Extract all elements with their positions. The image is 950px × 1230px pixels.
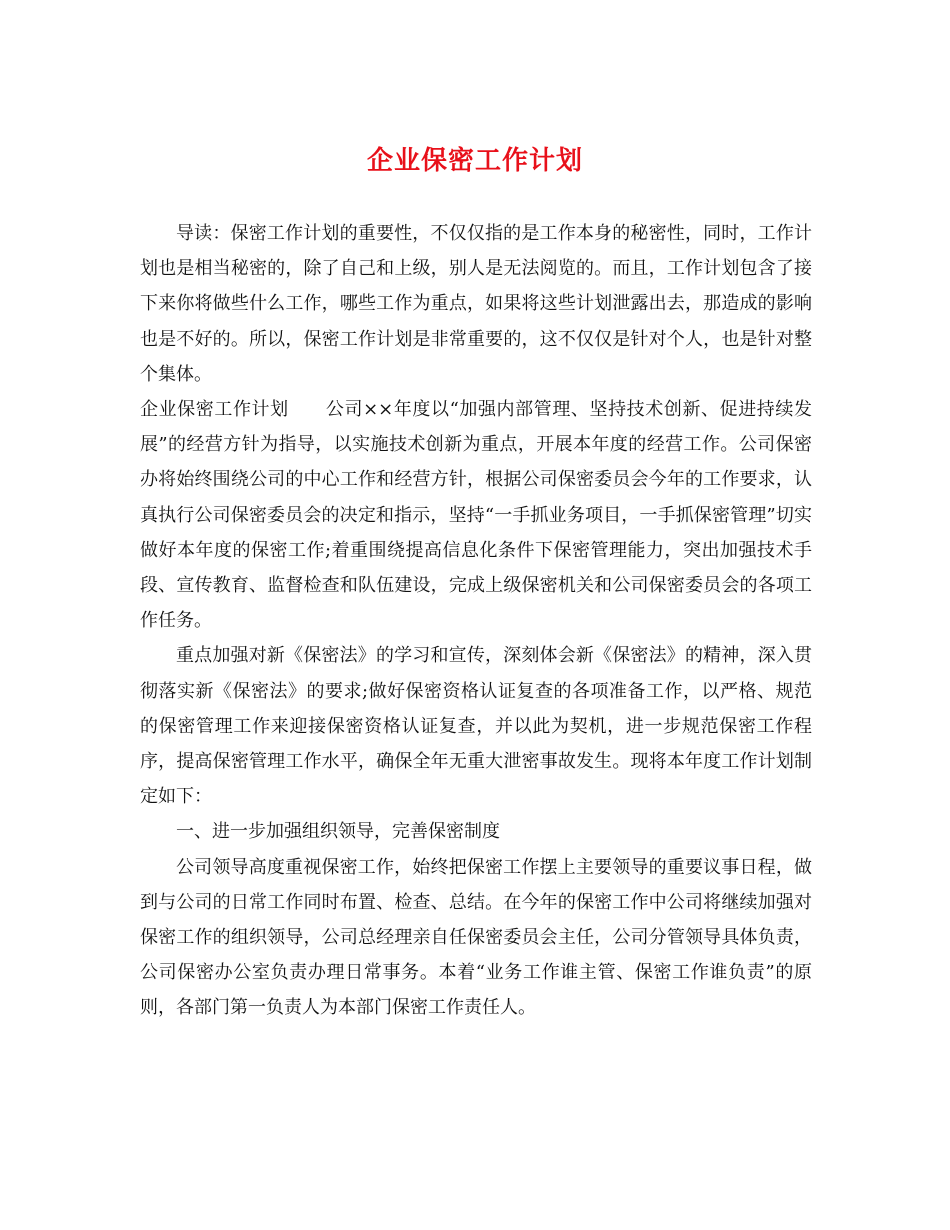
plan-overview-paragraph: 企业保密工作计划 公司××年度以“加强内部管理、坚持技术创新、促进持续发展”的经营方针为指导，以实施技术创新为重点，开展本年度的经营工作。公司保密办将始终围绕公司的中心工作和经营方针，根据公司保密委员会今年的工作要求，认真执行公司保密委员会的决定和指示，坚持“一手抓业务项目，一手抓保密管理”切实做好本年度的保密工作;着重围绕提高信息化条件下保密管理能力，突出加强技术手段、宣传教育、监督检查和队伍建设，完成上级保密机关和公司保密委员会的各项工作任务。: [140, 399, 812, 632]
document-body: [140, 216, 812, 1026]
document-title: 企业保密工作计划: [366, 146, 583, 176]
focus-paragraph: 重点加强对新《保密法》的学习和宣传，深刻体会新《保密法》的精神，深入贯彻落实新《保密法》的要求;做好保密资格认证复查的各项准备工作，以严格、规范的保密管理工作来迎接保密资格认证复查，并以此为契机，进一步规范保密工作程序，提高保密管理工作水平，确保全年无重大泄密事故发生。现将本年度工作计划制定如下：: [140, 645, 812, 808]
intro-paragraph: 导读：保密工作计划的重要性，不仅仅指的是工作本身的秘密性，同时，工作计划也是相当秘密的，除了自己和上级，别人是无法阅览的。而且，工作计划包含了接下来你将做些什么工作，哪些工作为重点，如果将这些计划泄露出去，那造成的影响也是不好的。所以，保密工作计划是非常重要的，这不仅仅是针对个人，也是针对整个集体。: [140, 223, 812, 385]
section-heading-1: 一、进一步加强组织领导，完善保密制度: [176, 821, 500, 843]
section-1-paragraph: 公司领导高度重视保密工作，始终把保密工作摆上主要领导的重要议事日程，做到与公司的日常工作同时布置、检查、总结。在今年的保密工作中公司将继续加强对保密工作的组织领导，公司总经理亲自任保密委员会主任，公司分管领导具体负责，公司保密办公室负责办理日常事务。本着“业务工作谁主管、保密工作谁负责”的原则，各部门第一负责人为本部门保密工作责任人。: [140, 856, 812, 1019]
